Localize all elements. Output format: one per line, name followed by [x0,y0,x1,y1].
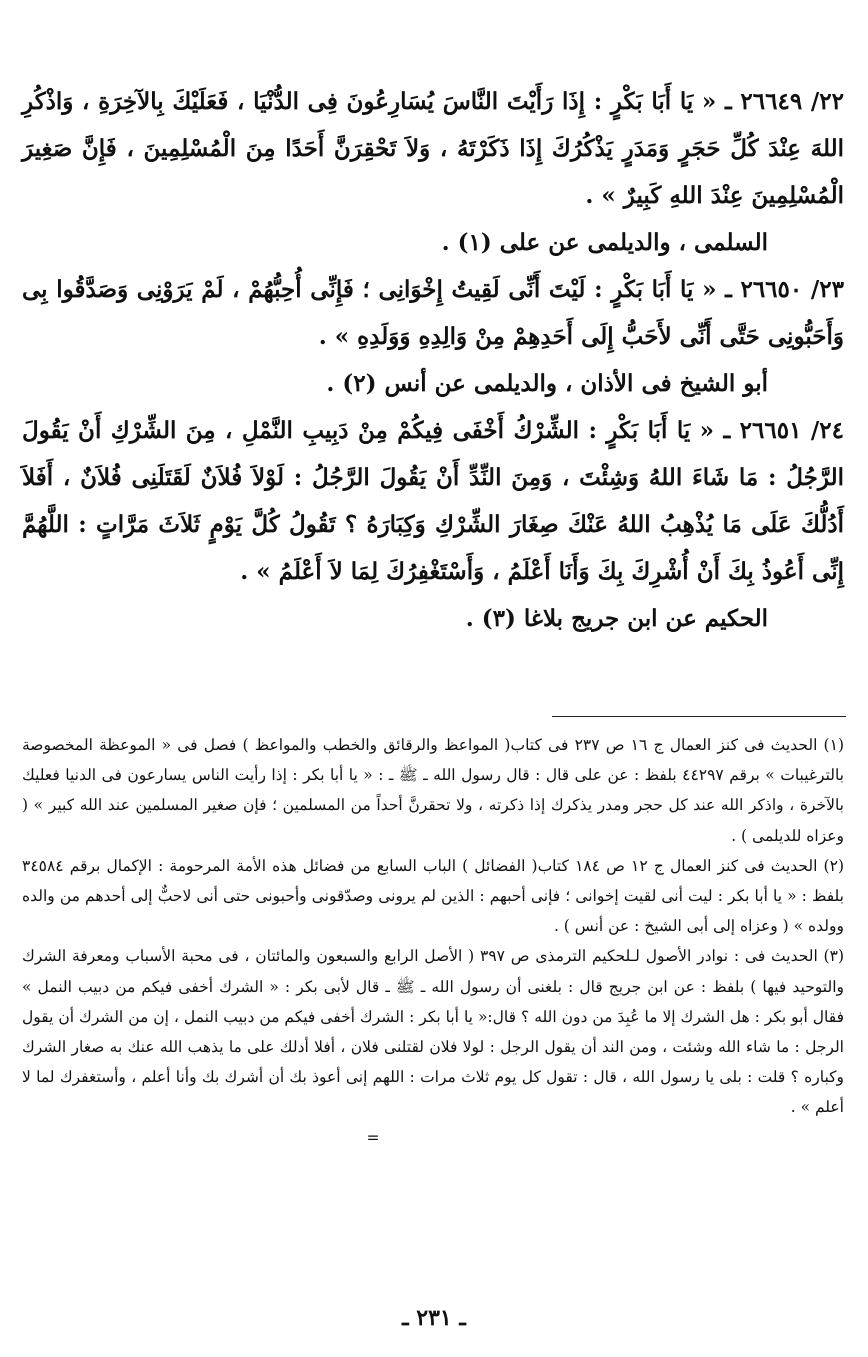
hadith-22-text: ٢٢/ ٢٦٦٤٩ ـ « يَا أَبَا بَكْرٍ : إِذَا رَأَيْتَ النَّاسَ يُسَارِعُونَ فِى الدُّنْيَا ، فَعَلَيْكَ بِالآخِرَةِ ، وَاذْكُرِ اللهَ عِنْدَ كُلِّ حَجَرٍ وَمَدَرٍ يَذْكُرُكَ إِذَا ذَكَرْتَهُ ، وَلاَ تَحْقِرَنَّ أَحَدًا مِنَ الْمُسْلِمِينَ ، فَإِنَّ صَغِيرَ الْمُسْلِمِينَ عِنْدَ اللهِ كَبِيرٌ » . [22,88,844,209]
hadith-23-source: أبو الشيخ فى الأذان ، والديلمى عن أنس (٢) . [326,370,768,397]
page-number: ـ ٢٣١ ـ [402,1305,466,1331]
hadith-24-text: ٢٤/ ٢٦٦٥١ ـ « يَا أَبَا بَكْرٍ : الشِّرْكُ أَخْفَى فِيكُمْ مِنْ دَبِيبِ النَّمْلِ ، مِنَ الشِّرْكِ أَنْ يَقُولَ الرَّجُلُ : مَا شَاءَ اللهُ وَشِئْتَ ، وَمِنَ النِّدِّ أَنْ يَقُولَ الرَّجُلُ : لَوْلاَ فُلاَنٌ لَقَتَلَنِى فُلاَنٌ ، أَفَلاَ أَدُلُّكَ عَلَى مَا يُذْهِبُ اللهُ عَنْكَ صِغَارَ الشِّرْكِ وَكِبَارَهُ ؟ تَقُولُ كُلَّ يَوْمٍ ثَلاَثَ مَرَّاتٍ : اللَّهُمَّ إِنِّى أَعُوذُ بِكَ أَنْ أُشْرِكَ بِكَ وَأَنَا أَعْلَمُ ، وَأَسْتَغْفِرُكَ لِمَا لاَ أَعْلَمُ » . [22,417,844,585]
footnote-2: (٢) الحديث فى كنز العمال ج ١٢ ص ١٨٤ كتاب( الفضائل ) الباب السابع من فضائل هذه الأمة المرحومة : الإكمال برقم ٣٤٥٨٤ بلفظ : « يا أبا بكر : ليت أنى لقيت إخوانى ؛ فإنى أحبهم : الذين لم يرونى وصدّقونى وأحبونى حتى أنى لاحبٌّ إلى أحدهم من والده وولده » ( وعزاه إلى أبى الشيخ : عن أنس ) . [22,856,844,936]
hadith-22-source: السلمى ، والديلمى عن على (١) . [441,229,768,256]
footnotes [22,730,844,1153]
footnote-1: (١) الحديث فى كنز العمال ج ١٦ ص ٢٣٧ فى كتاب( المواعظ والرقائق والخطب والمواعظ ) فصل فى « الموعظة المخصوصة بالترغيبات » برقم ٤٤٢٩٧ بلفظ : عن على قال : قال رسول الله ـ ﷺ ـ : « يا أبا بكر : إذا رأيت الناس يسارعون فى الدنيا فعليك بالآخرة ، واذكر الله عند كل حجر ومدر يذكرك إذا ذكرته ، ولا تحقرنَّ أحداً من المسلمين ؛ فإن صغير المسلمين عند الله كبير » ( وعزاه للديلمى ) . [22,736,845,845]
hadith-23-text: ٢٣/ ٢٦٦٥٠ ـ « يَا أَبَا بَكْرٍ : لَيْتَ أَنِّى لَقِيتُ إِخْوَانِى ؛ فَإِنِّى أُحِبُّهُمْ ، لَمْ يَرَوْنِى وَصَدَّقُوا بِى وَأَحَبُّونِى حَتَّى أَنِّى لأَحَبُّ إِلَى أَحَدِهِمْ مِنْ وَالِدِهِ وَوَلَدِهِ » . [22,276,844,350]
continuation-mark: = [366,1128,380,1147]
footnote-separator [552,716,846,717]
hadith-24-source: الحكيم عن ابن جريج بلاغا (٣) . [465,605,768,632]
footnote-3: (٣) الحديث فى : نوادر الأصول لـلحكيم الترمذى ص ٣٩٧ ( الأصل الرابع والسبعون والمائتان ، فى محبة الأسباب ومعرفة الشرك والتوحيد فيها ) بلفظ : عن ابن جريج قال : بلغنى أن رسول الله ـ ﷺ ـ قال لأبى بكر : « الشرك أخفى فيكم من دبيب النمل » فقال أبو بكر : هل الشرك إلا ما عُبِدَ من دون الله ؟ قال:« يا أبا بكر : الشرك أخفى فيكم من دبيب النمل ، إن من الشرك أن يقول الرجل : ما شاء الله وشئت ، ومن الند أن يقول الرجل : لولا فلان لقتلنى فلان ، أفلا أدلك على ما يذهب الله عنك به صغار الشرك وكباره ؟ قلت : بلى يا رسول الله ، قال : تقول كل يوم ثلاث مرات : اللهم إنى أعوذ بك أن أشرك بك وأنا أعلم ، وأستغفرك لما لا أعلم » . [22,947,844,1117]
main-text [22,78,844,642]
